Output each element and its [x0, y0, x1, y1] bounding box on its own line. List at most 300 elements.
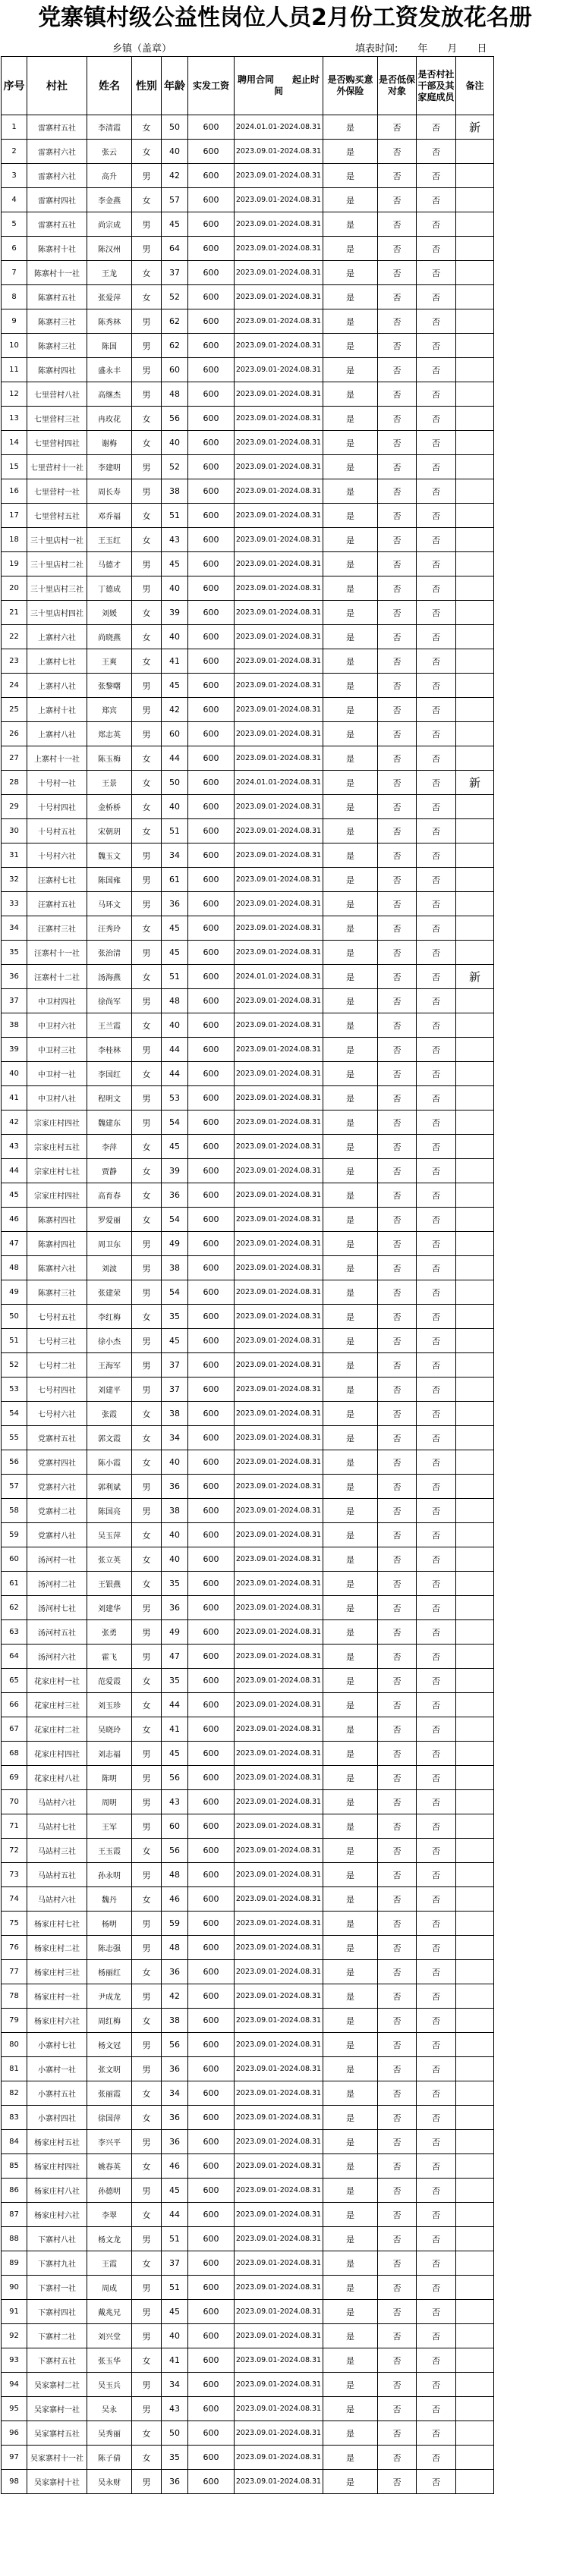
table-row	[2, 1936, 494, 1960]
cell-low-income: 否	[378, 698, 417, 722]
cell-insurance: 是	[323, 1839, 378, 1863]
cell-remark	[456, 746, 494, 771]
cell-cadre-family: 否	[417, 1475, 456, 1499]
cell-cadre-family: 否	[417, 1887, 456, 1912]
cell-index: 67	[2, 1717, 27, 1742]
cell-remark	[456, 1766, 494, 1790]
cell-index: 2	[2, 140, 27, 164]
cell-gender: 男	[132, 989, 162, 1013]
cell-age: 50	[162, 115, 188, 140]
cell-cadre-family: 否	[417, 382, 456, 407]
cell-index: 63	[2, 1620, 27, 1645]
cell-pay: 600	[188, 1450, 235, 1475]
cell-age: 62	[162, 309, 188, 334]
cell-gender: 男	[132, 1814, 162, 1839]
col-header-cadre-family: 是否村社干部及其家庭成员	[417, 57, 456, 115]
cell-name: 尹成龙	[87, 1984, 132, 2009]
cell-name: 霍飞	[87, 1645, 132, 1669]
cell-contract-period: 2023.09.01-2024.08.31	[235, 1912, 323, 1936]
cell-low-income: 否	[378, 795, 417, 819]
cell-name: 李建明	[87, 455, 132, 479]
cell-cadre-family: 否	[417, 164, 456, 188]
table-row	[2, 479, 494, 504]
cell-pay: 600	[188, 1669, 235, 1693]
cell-contract-period: 2023.09.01-2024.08.31	[235, 941, 323, 965]
cell-remark	[456, 1620, 494, 1645]
cell-gender: 男	[132, 1912, 162, 1936]
cell-low-income: 否	[378, 237, 417, 261]
cell-village: 雷寨村六社	[27, 164, 87, 188]
cell-pay: 600	[188, 1038, 235, 1062]
cell-cadre-family: 否	[417, 1013, 456, 1038]
cell-village: 十号村四社	[27, 795, 87, 819]
table-row	[2, 1111, 494, 1135]
cell-remark	[456, 1984, 494, 2009]
cell-contract-period: 2023.09.01-2024.08.31	[235, 2324, 323, 2348]
cell-pay: 600	[188, 2300, 235, 2324]
cell-pay: 600	[188, 1062, 235, 1086]
cell-cadre-family: 否	[417, 1790, 456, 1814]
cell-pay: 600	[188, 285, 235, 309]
cell-insurance: 是	[323, 1887, 378, 1912]
cell-age: 45	[162, 941, 188, 965]
cell-age: 36	[162, 1960, 188, 1984]
cell-remark	[456, 455, 494, 479]
cell-pay: 600	[188, 2130, 235, 2154]
table-row	[2, 601, 494, 625]
table-row	[2, 212, 494, 237]
table-row	[2, 1960, 494, 1984]
cell-index: 19	[2, 552, 27, 576]
cell-age: 40	[162, 1450, 188, 1475]
cell-pay: 600	[188, 2106, 235, 2130]
cell-index: 7	[2, 261, 27, 285]
cell-gender: 男	[132, 1353, 162, 1378]
cell-age: 51	[162, 965, 188, 989]
cell-name: 孙永明	[87, 1863, 132, 1887]
cell-index: 70	[2, 1790, 27, 1814]
cell-low-income: 否	[378, 504, 417, 528]
cell-insurance: 是	[323, 1547, 378, 1572]
cell-remark: 新	[456, 771, 494, 795]
cell-contract-period: 2023.09.01-2024.08.31	[235, 1475, 323, 1499]
cell-pay: 600	[188, 989, 235, 1013]
cell-remark	[456, 989, 494, 1013]
cell-insurance: 是	[323, 1329, 378, 1353]
cell-contract-period: 2023.09.01-2024.08.31	[235, 601, 323, 625]
cell-cadre-family: 否	[417, 479, 456, 504]
cell-name: 刘波	[87, 1256, 132, 1280]
cell-low-income: 否	[378, 601, 417, 625]
cell-index: 12	[2, 382, 27, 407]
cell-gender: 男	[132, 1256, 162, 1280]
cell-insurance: 是	[323, 431, 378, 455]
cell-low-income: 否	[378, 1038, 417, 1062]
cell-pay: 600	[188, 576, 235, 601]
cell-pay: 600	[188, 2227, 235, 2251]
cell-low-income: 否	[378, 1742, 417, 1766]
cell-index: 5	[2, 212, 27, 237]
cell-low-income: 否	[378, 892, 417, 916]
cell-cadre-family: 否	[417, 1984, 456, 2009]
cell-contract-period: 2023.09.01-2024.08.31	[235, 2251, 323, 2276]
cell-name: 陈玉梅	[87, 746, 132, 771]
cell-age: 45	[162, 1742, 188, 1766]
cell-pay: 600	[188, 1135, 235, 1159]
table-row	[2, 1912, 494, 1936]
cell-cadre-family: 否	[417, 1038, 456, 1062]
table-row	[2, 455, 494, 479]
cell-age: 45	[162, 552, 188, 576]
cell-low-income: 否	[378, 1353, 417, 1378]
cell-village: 陈寨村十社	[27, 237, 87, 261]
cell-gender: 男	[132, 843, 162, 868]
cell-village: 陈寨村四社	[27, 1208, 87, 1232]
cell-contract-period: 2023.09.01-2024.08.31	[235, 2057, 323, 2081]
cell-gender: 男	[132, 1232, 162, 1256]
cell-village: 陈寨村四社	[27, 1232, 87, 1256]
cell-insurance: 是	[323, 2227, 378, 2251]
cell-contract-period: 2023.09.01-2024.08.31	[235, 1620, 323, 1645]
cell-gender: 男	[132, 1936, 162, 1960]
cell-name: 陈志强	[87, 1936, 132, 1960]
cell-low-income: 否	[378, 771, 417, 795]
cell-age: 56	[162, 1766, 188, 1790]
cell-index: 20	[2, 576, 27, 601]
cell-contract-period: 2023.09.01-2024.08.31	[235, 892, 323, 916]
cell-index: 36	[2, 965, 27, 989]
cell-gender: 男	[132, 382, 162, 407]
cell-village: 陈寨村三社	[27, 1280, 87, 1305]
cell-contract-period: 2024.01.01-2024.08.31	[235, 771, 323, 795]
cell-age: 49	[162, 1232, 188, 1256]
cell-insurance: 是	[323, 1936, 378, 1960]
cell-pay: 600	[188, 455, 235, 479]
cell-low-income: 否	[378, 2179, 417, 2203]
cell-name: 周成	[87, 2276, 132, 2300]
table-row	[2, 2154, 494, 2179]
cell-index: 23	[2, 649, 27, 674]
cell-pay: 600	[188, 1766, 235, 1790]
cell-name: 刘媛	[87, 601, 132, 625]
cell-gender: 女	[132, 1669, 162, 1693]
fill-date-label: 填表时间: 年 月 日	[355, 43, 487, 55]
cell-index: 94	[2, 2373, 27, 2397]
cell-remark	[456, 164, 494, 188]
cell-remark	[456, 1717, 494, 1742]
cell-village: 雷寨村五社	[27, 212, 87, 237]
cell-village: 汤河村七社	[27, 1596, 87, 1620]
table-row	[2, 819, 494, 843]
col-header-contract: 聘用合同 起止时间	[235, 57, 323, 115]
cell-age: 35	[162, 2446, 188, 2470]
cell-village: 七里营村十一社	[27, 455, 87, 479]
cell-village: 七号村二社	[27, 1353, 87, 1378]
cell-age: 36	[162, 1475, 188, 1499]
cell-low-income: 否	[378, 528, 417, 552]
cell-low-income: 否	[378, 2421, 417, 2446]
cell-pay: 600	[188, 1717, 235, 1742]
cell-name: 周长寿	[87, 479, 132, 504]
cell-contract-period: 2023.09.01-2024.08.31	[235, 212, 323, 237]
cell-name: 戴兆兄	[87, 2300, 132, 2324]
table-row	[2, 1038, 494, 1062]
cell-contract-period: 2023.09.01-2024.08.31	[235, 576, 323, 601]
cell-gender: 男	[132, 1038, 162, 1062]
cell-remark	[456, 2009, 494, 2033]
cell-low-income: 否	[378, 746, 417, 771]
cell-village: 中卫村四社	[27, 989, 87, 1013]
table-row	[2, 2106, 494, 2130]
cell-contract-period: 2023.09.01-2024.08.31	[235, 1717, 323, 1742]
table-row	[2, 625, 494, 649]
cell-cadre-family: 否	[417, 2421, 456, 2446]
cell-pay: 600	[188, 1208, 235, 1232]
cell-village: 宗家庄村五社	[27, 1135, 87, 1159]
cell-contract-period: 2023.09.01-2024.08.31	[235, 1984, 323, 2009]
cell-contract-period: 2023.09.01-2024.08.31	[235, 382, 323, 407]
cell-contract-period: 2023.09.01-2024.08.31	[235, 1766, 323, 1790]
cell-village: 七里营村五社	[27, 504, 87, 528]
cell-index: 41	[2, 1086, 27, 1111]
cell-gender: 女	[132, 1183, 162, 1208]
cell-gender: 男	[132, 1984, 162, 2009]
cell-age: 45	[162, 2179, 188, 2203]
cell-remark	[456, 1183, 494, 1208]
cell-index: 73	[2, 1863, 27, 1887]
cell-insurance: 是	[323, 2203, 378, 2227]
cell-pay: 600	[188, 1159, 235, 1183]
cell-pay: 600	[188, 1814, 235, 1839]
cell-contract-period: 2023.09.01-2024.08.31	[235, 2130, 323, 2154]
cell-gender: 女	[132, 1839, 162, 1863]
cell-name: 杨文龙	[87, 2227, 132, 2251]
cell-gender: 女	[132, 625, 162, 649]
cell-village: 花家庄村四社	[27, 1742, 87, 1766]
cell-age: 41	[162, 2348, 188, 2373]
cell-gender: 女	[132, 601, 162, 625]
cell-village: 下寨村二社	[27, 2324, 87, 2348]
cell-remark	[456, 1329, 494, 1353]
cell-cadre-family: 否	[417, 552, 456, 576]
table-row	[2, 1596, 494, 1620]
cell-name: 杨文冠	[87, 2033, 132, 2057]
cell-pay: 600	[188, 601, 235, 625]
cell-name: 张云	[87, 140, 132, 164]
cell-name: 邓乔福	[87, 504, 132, 528]
cell-name: 陈小霞	[87, 1450, 132, 1475]
cell-village: 三十里店村三社	[27, 576, 87, 601]
cell-low-income: 否	[378, 1645, 417, 1669]
cell-name: 李国红	[87, 1062, 132, 1086]
cell-insurance: 是	[323, 1256, 378, 1280]
cell-village: 党寨村八社	[27, 1523, 87, 1547]
cell-remark	[456, 334, 494, 358]
cell-age: 44	[162, 1693, 188, 1717]
table-row	[2, 916, 494, 941]
cell-low-income: 否	[378, 1256, 417, 1280]
cell-pay: 600	[188, 1645, 235, 1669]
cell-index: 52	[2, 1353, 27, 1378]
cell-index: 54	[2, 1402, 27, 1426]
cell-name: 陈国亮	[87, 1499, 132, 1523]
cell-index: 98	[2, 2470, 27, 2494]
cell-remark	[456, 2033, 494, 2057]
cell-name: 张丽霞	[87, 2081, 132, 2106]
cell-village: 党寨村六社	[27, 1475, 87, 1499]
subtitle-row	[0, 40, 570, 55]
cell-remark	[456, 1960, 494, 1984]
cell-gender: 男	[132, 2179, 162, 2203]
table-row	[2, 2470, 494, 2494]
cell-cadre-family: 否	[417, 1086, 456, 1111]
cell-name: 陈秀林	[87, 309, 132, 334]
cell-name: 李清霞	[87, 115, 132, 140]
cell-pay: 600	[188, 1790, 235, 1814]
cell-index: 21	[2, 601, 27, 625]
table-row	[2, 892, 494, 916]
cell-pay: 600	[188, 1912, 235, 1936]
cell-village: 陈寨村五社	[27, 285, 87, 309]
cell-village: 杨家庄村五社	[27, 2130, 87, 2154]
cell-low-income: 否	[378, 1232, 417, 1256]
table-row	[2, 1547, 494, 1572]
table-row	[2, 1572, 494, 1596]
cell-village: 汤河村一社	[27, 1547, 87, 1572]
cell-insurance: 是	[323, 285, 378, 309]
cell-age: 36	[162, 2470, 188, 2494]
table-row	[2, 1620, 494, 1645]
cell-name: 金桥桥	[87, 795, 132, 819]
table-row	[2, 2179, 494, 2203]
cell-index: 88	[2, 2227, 27, 2251]
cell-pay: 600	[188, 237, 235, 261]
cell-index: 93	[2, 2348, 27, 2373]
cell-remark	[456, 2106, 494, 2130]
cell-pay: 600	[188, 941, 235, 965]
cell-village: 上寨村十社	[27, 698, 87, 722]
cell-index: 22	[2, 625, 27, 649]
cell-village: 陈寨村三社	[27, 334, 87, 358]
cell-insurance: 是	[323, 1766, 378, 1790]
cell-remark	[456, 698, 494, 722]
cell-index: 40	[2, 1062, 27, 1086]
cell-index: 6	[2, 237, 27, 261]
cell-age: 51	[162, 819, 188, 843]
cell-age: 45	[162, 674, 188, 698]
cell-insurance: 是	[323, 2081, 378, 2106]
cell-village: 十号村五社	[27, 819, 87, 843]
cell-low-income: 否	[378, 188, 417, 212]
cell-pay: 600	[188, 2033, 235, 2057]
cell-pay: 600	[188, 1936, 235, 1960]
cell-name: 魏丹	[87, 1887, 132, 1912]
cell-age: 36	[162, 1183, 188, 1208]
col-header-index: 序号	[2, 57, 27, 115]
cell-index: 72	[2, 1839, 27, 1863]
cell-pay: 600	[188, 552, 235, 576]
cell-pay: 600	[188, 2251, 235, 2276]
cell-gender: 女	[132, 1402, 162, 1426]
cell-index: 45	[2, 1183, 27, 1208]
cell-cadre-family: 否	[417, 868, 456, 892]
cell-village: 党寨村五社	[27, 1426, 87, 1450]
cell-insurance: 是	[323, 698, 378, 722]
cell-remark	[456, 2081, 494, 2106]
cell-cadre-family: 否	[417, 188, 456, 212]
cell-name: 王爽	[87, 649, 132, 674]
cell-pay: 600	[188, 1499, 235, 1523]
cell-name: 马环文	[87, 892, 132, 916]
cell-contract-period: 2023.09.01-2024.08.31	[235, 843, 323, 868]
cell-remark	[456, 1693, 494, 1717]
cell-name: 丁德成	[87, 576, 132, 601]
cell-village: 雷寨村四社	[27, 188, 87, 212]
cell-index: 90	[2, 2276, 27, 2300]
cell-name: 李金燕	[87, 188, 132, 212]
cell-age: 56	[162, 1839, 188, 1863]
cell-insurance: 是	[323, 1717, 378, 1742]
cell-age: 48	[162, 1936, 188, 1960]
cell-cadre-family: 否	[417, 1912, 456, 1936]
table-row	[2, 1086, 494, 1111]
cell-low-income: 否	[378, 868, 417, 892]
cell-insurance: 是	[323, 1645, 378, 1669]
cell-remark	[456, 1378, 494, 1402]
cell-remark	[456, 1256, 494, 1280]
cell-cadre-family: 否	[417, 455, 456, 479]
cell-pay: 600	[188, 1280, 235, 1305]
cell-contract-period: 2023.09.01-2024.08.31	[235, 2446, 323, 2470]
cell-low-income: 否	[378, 941, 417, 965]
cell-village: 下寨村五社	[27, 2348, 87, 2373]
cell-cadre-family: 否	[417, 674, 456, 698]
cell-index: 24	[2, 674, 27, 698]
cell-contract-period: 2023.09.01-2024.08.31	[235, 431, 323, 455]
cell-remark	[456, 431, 494, 455]
table-row	[2, 188, 494, 212]
cell-insurance: 是	[323, 309, 378, 334]
cell-remark	[456, 2397, 494, 2421]
cell-name: 王景	[87, 771, 132, 795]
cell-contract-period: 2023.09.01-2024.08.31	[235, 309, 323, 334]
cell-contract-period: 2023.09.01-2024.08.31	[235, 1232, 323, 1256]
cell-gender: 男	[132, 309, 162, 334]
cell-gender: 男	[132, 479, 162, 504]
cell-insurance: 是	[323, 2130, 378, 2154]
cell-cadre-family: 否	[417, 1742, 456, 1766]
table-row	[2, 1790, 494, 1814]
cell-remark	[456, 1523, 494, 1547]
cell-village: 中卫村八社	[27, 1086, 87, 1111]
table-row	[2, 358, 494, 382]
cell-contract-period: 2023.09.01-2024.08.31	[235, 1378, 323, 1402]
cell-pay: 600	[188, 843, 235, 868]
cell-name: 谢梅	[87, 431, 132, 455]
cell-cadre-family: 否	[417, 1232, 456, 1256]
cell-pay: 600	[188, 965, 235, 989]
cell-remark	[456, 1086, 494, 1111]
cell-contract-period: 2023.09.01-2024.08.31	[235, 164, 323, 188]
cell-age: 40	[162, 1013, 188, 1038]
table-row	[2, 115, 494, 140]
cell-gender: 男	[132, 237, 162, 261]
cell-cadre-family: 否	[417, 1353, 456, 1378]
col-header-gender: 性别	[132, 57, 162, 115]
cell-village: 三十里店村四社	[27, 601, 87, 625]
cell-cadre-family: 否	[417, 1669, 456, 1693]
cell-name: 张爱萍	[87, 285, 132, 309]
